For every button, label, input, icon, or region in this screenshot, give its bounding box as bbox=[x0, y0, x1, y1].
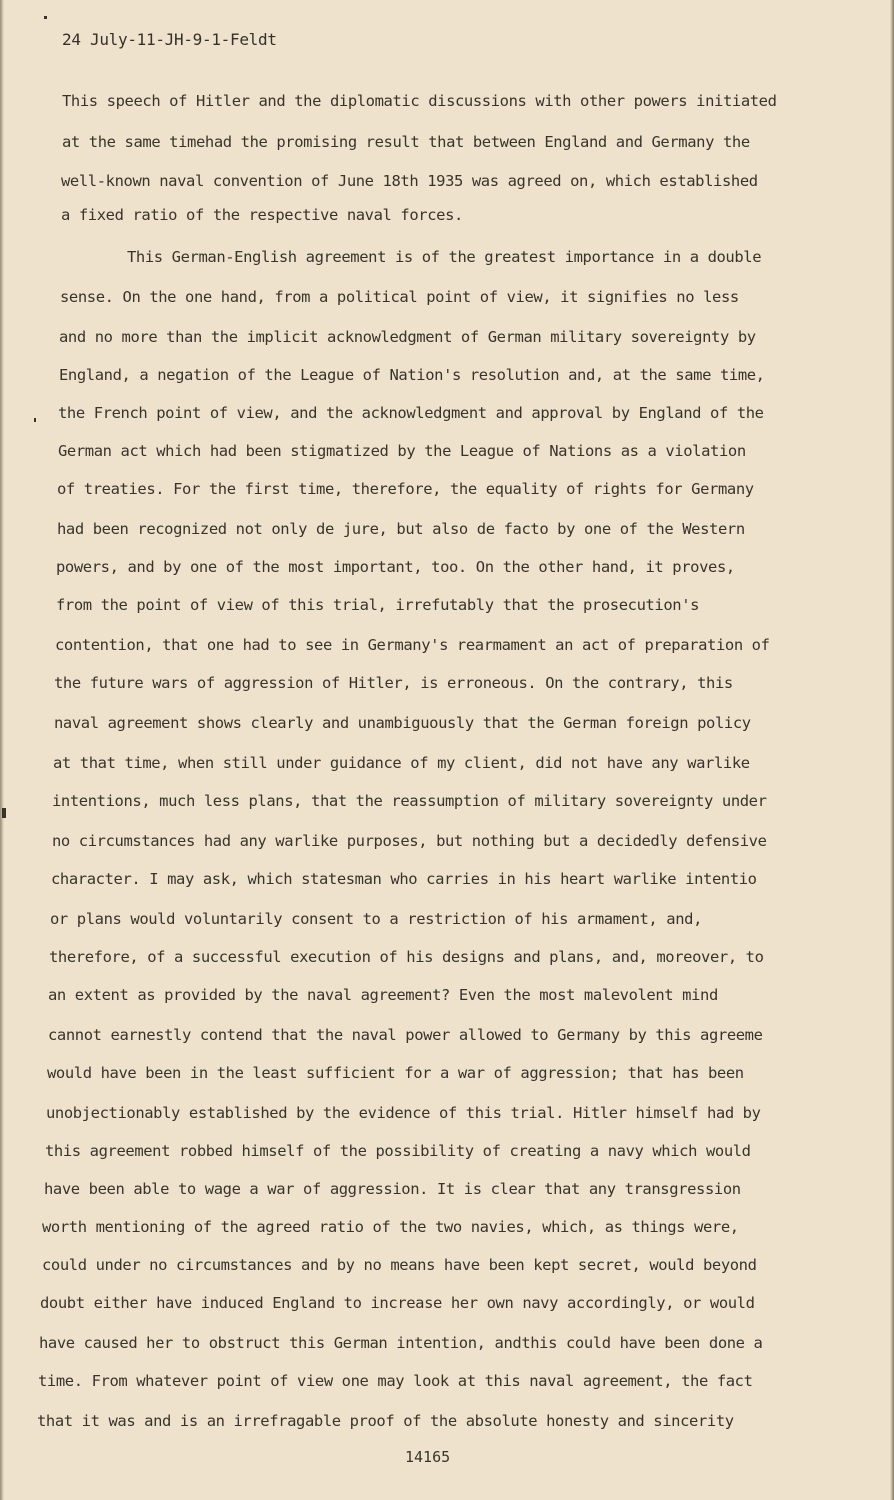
ink-speck bbox=[34, 418, 36, 422]
text-line: worth mentioning of the agreed ratio of the two navies, which, as things were, bbox=[42, 1218, 739, 1236]
text-line: powers, and by one of the most important, too. On the other hand, it proves, bbox=[56, 558, 735, 576]
text-line: England, a negation of the League of Nation's resolution and, at the same time, bbox=[59, 366, 765, 384]
text-line: could under no circumstances and by no means have been kept secret, would beyond bbox=[42, 1256, 757, 1274]
text-line: time. From whatever point of view one may look at this naval agreement, the fact bbox=[38, 1372, 753, 1390]
text-line: sense. On the one hand, from a political point of view, it signifies no less bbox=[60, 288, 739, 306]
text-line: naval agreement shows clearly and unambiguously that the German foreign policy bbox=[54, 714, 751, 732]
text-line: contention, that one had to see in Germany's rearmament an act of preparation of bbox=[55, 636, 770, 654]
text-line: German act which had been stigmatized by the League of Nations as a violation bbox=[58, 442, 746, 460]
text-line: therefore, of a successful execution of his designs and plans, and, moreover, to bbox=[49, 948, 764, 966]
page-left-edge bbox=[0, 0, 4, 1500]
text-line: the French point of view, and the acknowledgment and approval by England of the bbox=[58, 404, 764, 422]
text-line: would have been in the least sufficient for a war of aggression; that has been bbox=[47, 1064, 744, 1082]
text-line: intentions, much less plans, that the reassumption of military sovereignty under bbox=[52, 792, 767, 810]
text-line: and no more than the implicit acknowledgment of German military sovereignty by bbox=[59, 328, 756, 346]
ink-speck bbox=[44, 16, 47, 19]
text-line: a fixed ratio of the respective naval forces. bbox=[61, 206, 463, 224]
text-line: well-known naval convention of June 18th 1935 was agreed on, which established bbox=[61, 172, 758, 190]
text-line: at the same timehad the promising result that between England and Germany the bbox=[62, 133, 750, 151]
text-line: from the point of view of this trial, irrefutably that the prosecution's bbox=[56, 596, 700, 614]
page-header: 24 July-11-JH-9-1-Feldt bbox=[62, 30, 277, 49]
text-line: of treaties. For the first time, therefore, the equality of rights for Germany bbox=[57, 480, 754, 498]
text-line: this agreement robbed himself of the possibility of creating a navy which would bbox=[45, 1142, 751, 1160]
page-right-edge bbox=[890, 0, 894, 1500]
text-line: This German-English agreement is of the greatest importance in a double bbox=[127, 248, 762, 266]
text-line: that it was and is an irrefragable proof of the absolute honesty and sincerity bbox=[37, 1412, 734, 1430]
page-number: 14165 bbox=[405, 1448, 451, 1466]
text-line: or plans would voluntarily consent to a restriction of his armament, and, bbox=[50, 910, 703, 928]
text-line: cannot earnestly contend that the naval power allowed to Germany by this agreeme bbox=[48, 1026, 763, 1044]
text-line: have been able to wage a war of aggression. It is clear that any transgression bbox=[44, 1180, 741, 1198]
text-line: character. I may ask, which statesman who carries in his heart warlike intentio bbox=[51, 870, 757, 888]
text-line: unobjectionably established by the evidence of this trial. Hitler himself had by bbox=[46, 1104, 761, 1122]
margin-mark bbox=[2, 808, 6, 818]
text-line: have caused her to obstruct this German intention, andthis could have been done a bbox=[39, 1334, 763, 1352]
text-line: at that time, when still under guidance of my client, did not have any warlike bbox=[53, 754, 750, 772]
text-line: the future wars of aggression of Hitler, is erroneous. On the contrary, this bbox=[54, 674, 733, 692]
text-line: an extent as provided by the naval agreement? Even the most malevolent mind bbox=[48, 986, 718, 1004]
text-line: no circumstances had any warlike purposes, but nothing but a decidedly defensive bbox=[52, 832, 767, 850]
text-line: doubt either have induced England to increase her own navy accordingly, or would bbox=[40, 1294, 755, 1312]
text-line: had been recognized not only de jure, but also de facto by one of the Western bbox=[57, 520, 745, 538]
text-line: This speech of Hitler and the diplomatic discussions with other powers initiated bbox=[62, 92, 777, 110]
